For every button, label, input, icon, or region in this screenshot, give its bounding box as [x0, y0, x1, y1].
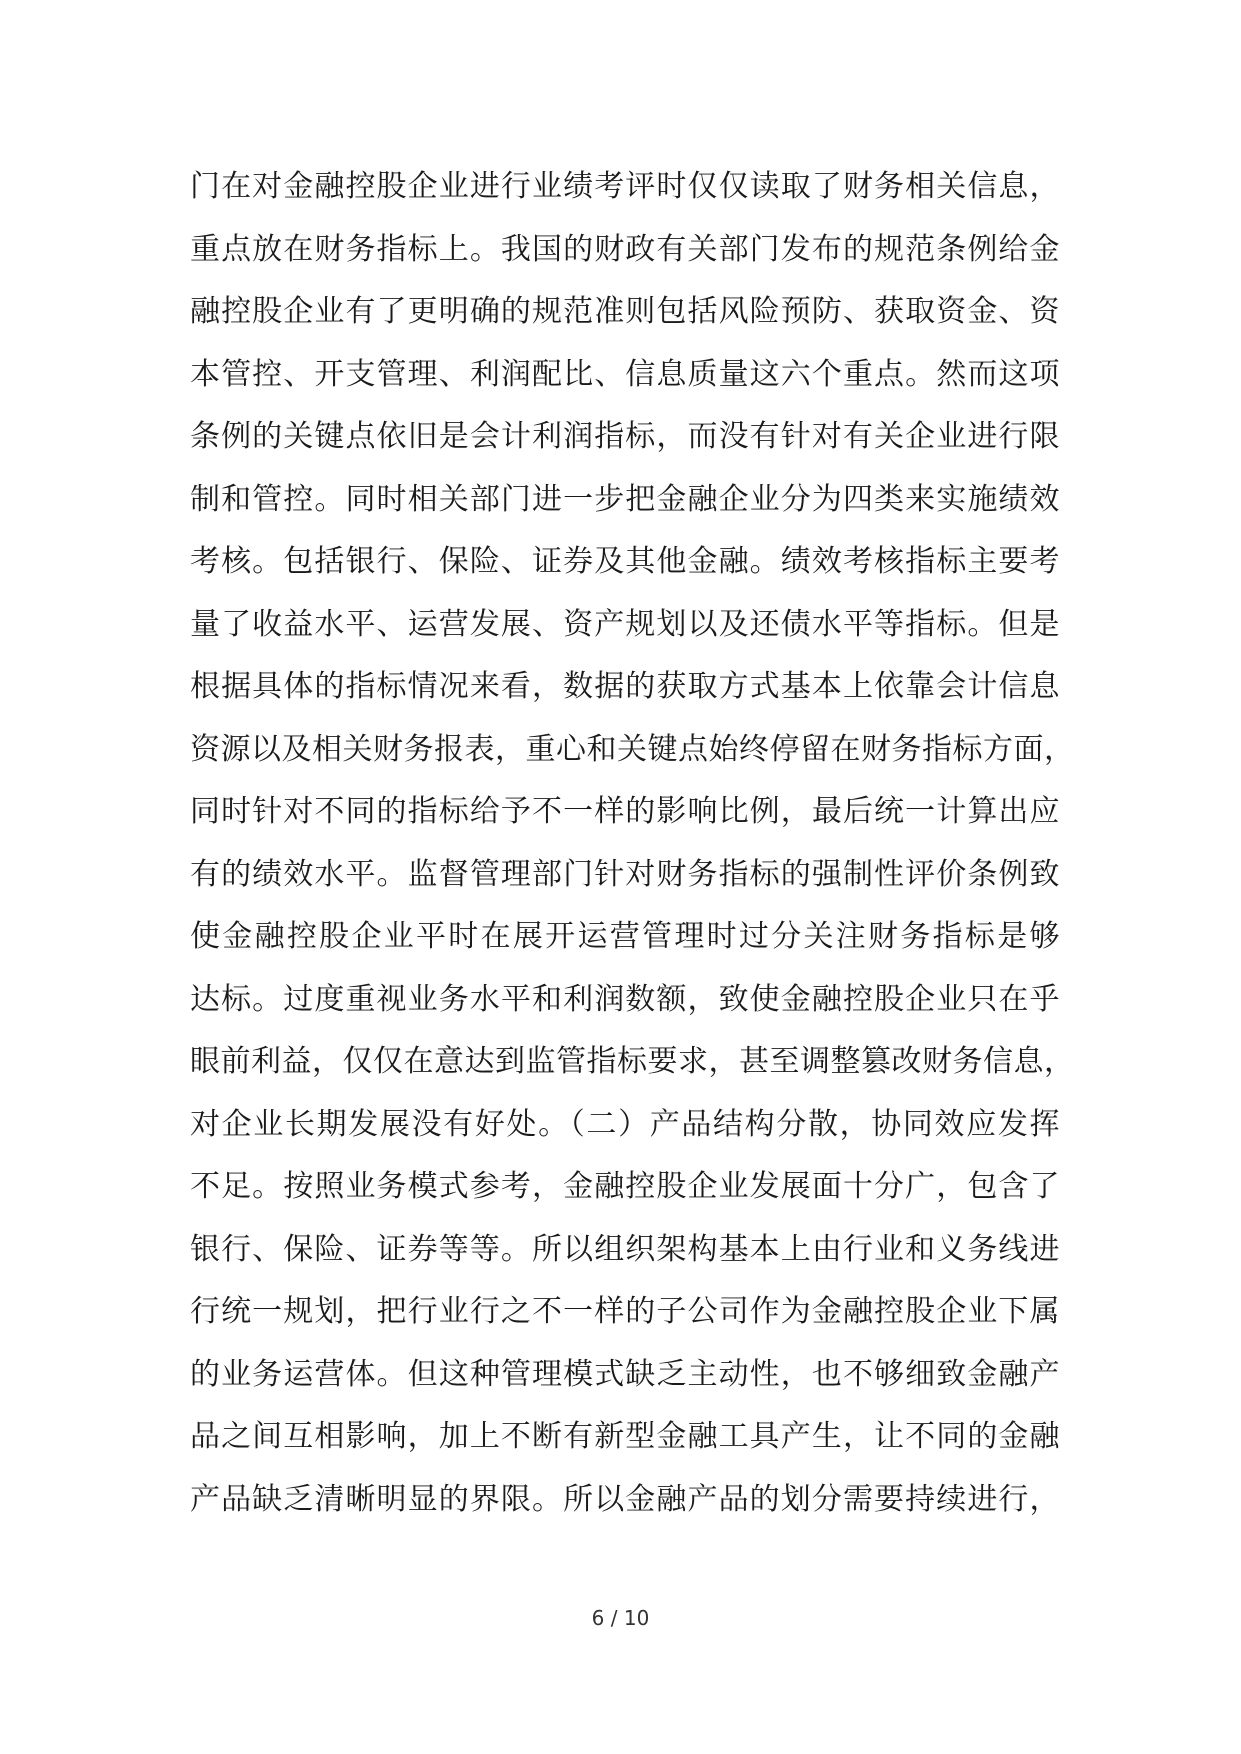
text-line: 达标。过度重视业务水平和利润数额，致使金融控股企业只在乎	[190, 981, 1060, 1017]
text-line: 银行、保险、证券等等。所以组织架构基本上由行业和义务线进	[190, 1231, 1060, 1267]
text-line: 量了收益水平、运营发展、资产规划以及还债水平等指标。但是	[190, 606, 1060, 642]
text-line: 有的绩效水平。监督管理部门针对财务指标的强制性评价条例致	[190, 856, 1060, 892]
text-line: 行统一规划，把行业行之不一样的子公司作为金融控股企业下属	[190, 1294, 1060, 1329]
page-number: 6 / 10	[591, 1606, 650, 1630]
text-line: 门在对金融控股企业进行业绩考评时仅仅读取了财务相关信息，	[190, 169, 1060, 204]
text-line: 同时针对不同的指标给予不一样的影响比例，最后统一计算出应	[190, 794, 1060, 829]
text-line: 产品缺乏清晰明显的界限。所以金融产品的划分需要持续进行，	[190, 1481, 1060, 1517]
text-line: 使金融控股企业平时在展开运营管理时过分关注财务指标是够	[190, 919, 1060, 954]
body-paragraph	[190, 156, 1075, 1531]
text-line: 制和管控。同时相关部门进一步把金融企业分为四类来实施绩效	[190, 481, 1060, 517]
text-line: 考核。包括银行、保险、证券及其他金融。绩效考核指标主要考	[190, 544, 1060, 579]
text-line: 根据具体的指标情况来看，数据的获取方式基本上依靠会计信息	[190, 669, 1060, 704]
text-line: 的业务运营体。但这种管理模式缺乏主动性，也不够细致金融产	[190, 1356, 1060, 1392]
text-line: 对企业长期发展没有好处。（二）产品结构分散，协同效应发挥	[190, 1106, 1060, 1142]
text-line: 重点放在财务指标上。我国的财政有关部门发布的规范条例给金	[190, 231, 1060, 267]
text-line: 品之间互相影响，加上不断有新型金融工具产生，让不同的金融	[190, 1419, 1060, 1454]
text-line: 不足。按照业务模式参考，金融控股企业发展面十分广，包含了	[190, 1169, 1060, 1204]
text-line: 眼前利益，仅仅在意达到监管指标要求，甚至调整篡改财务信息，	[190, 1044, 1075, 1079]
text-line: 资源以及相关财务报表，重心和关键点始终停留在财务指标方面，	[190, 731, 1075, 767]
text-line: 条例的关键点依旧是会计利润指标，而没有针对有关企业进行限	[190, 419, 1060, 454]
text-line: 融控股企业有了更明确的规范准则包括风险预防、获取资金、资	[190, 294, 1060, 329]
text-line: 本管控、开支管理、利润配比、信息质量这六个重点。然而这项	[190, 356, 1060, 392]
